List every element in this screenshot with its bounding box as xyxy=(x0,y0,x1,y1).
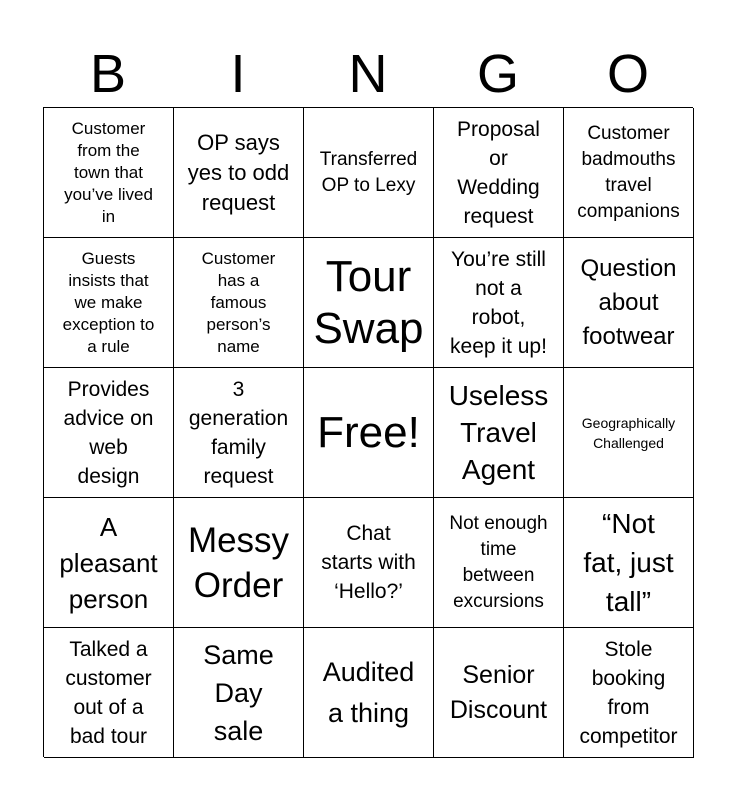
bingo-cell[interactable] xyxy=(174,628,304,758)
cell-text: Transferred OP to Lexy xyxy=(319,148,418,196)
header-letter-i: I xyxy=(230,44,246,104)
header-letter-o: O xyxy=(606,44,649,104)
cell-text: Guests insists that we make exception to a rule xyxy=(62,248,155,356)
bingo-cell[interactable] xyxy=(564,368,694,498)
cell-text: Question about footwear xyxy=(580,254,677,350)
cell-text: Free! xyxy=(317,407,420,457)
bingo-cell[interactable] xyxy=(434,628,564,758)
header-letter-n: N xyxy=(348,44,388,104)
cell-text: Proposal or Wedding request xyxy=(457,117,540,228)
cell-text: You’re still not a robot, keep it up! xyxy=(450,247,547,358)
cell-text: OP says yes to odd request xyxy=(187,129,290,215)
cell-text: Stole booking from competitor xyxy=(579,637,678,748)
bingo-cell[interactable] xyxy=(434,368,564,498)
cell-text: Senior Discount xyxy=(449,660,548,724)
cell-text: Talked a customer out of a bad tour xyxy=(65,637,152,748)
cell-text: Not enough time between excursions xyxy=(449,512,548,612)
header-letter-g: G xyxy=(476,44,519,104)
bingo-cell[interactable] xyxy=(304,238,434,368)
bingo-cell[interactable] xyxy=(304,498,434,628)
bingo-cell[interactable] xyxy=(434,108,564,238)
cell-text: Useless Travel Agent xyxy=(448,380,549,485)
bingo-cell[interactable] xyxy=(44,108,174,238)
bingo-cell[interactable] xyxy=(564,238,694,368)
cell-text: A pleasant person xyxy=(59,511,158,614)
bingo-cell[interactable] xyxy=(304,108,434,238)
header-letter-b: B xyxy=(89,44,127,104)
bingo-cell[interactable] xyxy=(564,498,694,628)
cell-text: Customer has a famous person’s name xyxy=(201,248,276,356)
cell-text: Messy Order xyxy=(187,520,290,605)
cell-text: Customer badmouths travel companions xyxy=(577,122,680,222)
free-cell[interactable] xyxy=(304,368,434,498)
bingo-cell[interactable] xyxy=(174,368,304,498)
bingo-cell[interactable] xyxy=(434,238,564,368)
bingo-cell[interactable] xyxy=(174,238,304,368)
cell-text: “Not fat, just tall” xyxy=(583,508,674,617)
bingo-cell[interactable] xyxy=(434,498,564,628)
bingo-cell[interactable] xyxy=(44,628,174,758)
bingo-cell[interactable] xyxy=(44,498,174,628)
cell-text: Provides advice on web design xyxy=(63,377,154,488)
bingo-cell[interactable] xyxy=(44,238,174,368)
cell-text: Same Day sale xyxy=(203,639,274,746)
bingo-cell[interactable] xyxy=(304,628,434,758)
bingo-cell[interactable] xyxy=(564,108,694,238)
bingo-board xyxy=(43,107,693,757)
cell-text: Chat starts with ‘Hello?’ xyxy=(321,522,416,603)
cell-text: 3 generation family request xyxy=(188,377,289,488)
bingo-cell[interactable] xyxy=(174,498,304,628)
bingo-cell[interactable] xyxy=(174,108,304,238)
cell-text: Geographically Challenged xyxy=(581,414,676,451)
bingo-cell[interactable] xyxy=(564,628,694,758)
cell-text: Tour Swap xyxy=(313,251,424,353)
bingo-cell[interactable] xyxy=(44,368,174,498)
cell-text: Audited a thing xyxy=(322,656,415,728)
bingo-header xyxy=(43,40,693,108)
cell-text: Customer from the town that you’ve lived in xyxy=(64,118,153,226)
